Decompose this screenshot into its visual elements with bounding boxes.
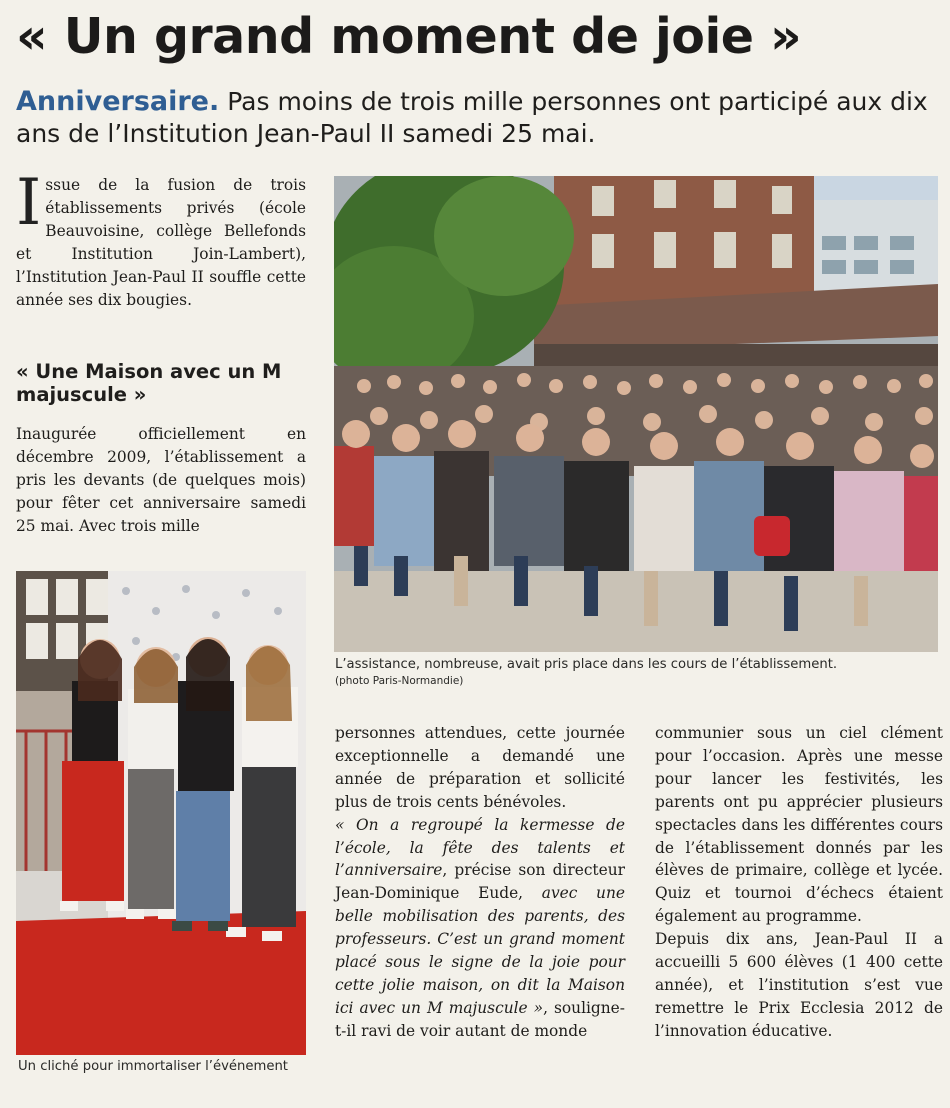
photo-credit: (photo Paris-Normandie) — [335, 675, 464, 687]
drop-cap: I — [16, 166, 42, 240]
attribution-2: , souligne-t-il ravi de voir autant de monde — [335, 998, 625, 1040]
headline: « Un grand moment de joie » — [16, 8, 802, 65]
quote-part-2: avec une belle mobilisation des parents, des professeurs. C’est un grand moment placé sous le signe de la joie pour cette jolie maison, on dit la Maison ici avec un M majuscule » — [335, 884, 625, 1017]
quote-part-1: « On a regroupé la kermesse de l’école, la fête des talents et l’anniversaire — [335, 815, 625, 880]
subheading: « Une Maison avec un M majuscule » — [16, 360, 282, 406]
photo-girls — [16, 571, 306, 1055]
col3-paragraph-1: communier sous un ciel clément pour l’occasion. Après une messe pour lancer les festivités, les parents ont pu apprécier plusieurs spectacles dans les différentes cours de l’établissement donnés par les élèves de primaire, collège et lycée. Quiz et tournoi d’échecs étaient également au programme. — [655, 724, 943, 926]
col2-paragraph-1: personnes attendues, cette journée exceptionnelle a demandé une année de préparation et sollicité plus de trois cents bénévoles. — [335, 724, 625, 811]
intro-paragraph — [16, 166, 306, 311]
lede — [16, 86, 936, 150]
col3-paragraph-2: Depuis dix ans, Jean-Paul II a accueilli 5 600 élèves (1 400 cette année), et l’institution s’est vue remettre le Prix Ecclesia 2012 de l’innovation éducative. — [655, 930, 943, 1040]
body-column-3 — [655, 722, 943, 1043]
audience-photo-illustration — [334, 176, 938, 652]
lede-text: Pas moins de trois mille personnes ont participé aux dix ans de l’Institution Jean-Paul II samedi 25 mai. — [16, 87, 928, 148]
col2-quote-paragraph — [335, 814, 625, 1043]
body-column-2 — [335, 722, 625, 1043]
body-paragraph-1: Inaugurée officiellement en décembre 2009, l’établissement a pris les devants (de quelques mois) pour fêter cet anniversaire samedi 25 mai. Avec trois mille — [16, 425, 306, 535]
photo-caption-small: Un cliché pour immortaliser l’événement — [18, 1059, 288, 1074]
intro-text: ssue de la fusion de trois établissements privés (école Beauvoisine, collège Bellefonds et Institution Join-Lambert), l’Institution Jean-Paul II souffle cette année ses dix bougies. — [16, 176, 306, 309]
photo-caption-main: L’assistance, nombreuse, avait pris place dans les cours de l’établissement. — [335, 657, 838, 672]
girls-photo-illustration — [16, 571, 306, 1055]
photo-audience — [334, 176, 938, 652]
kicker: Anniversaire. — [16, 86, 220, 117]
attribution-1: , précise son directeur Jean-Dominique Eude, — [335, 861, 625, 903]
